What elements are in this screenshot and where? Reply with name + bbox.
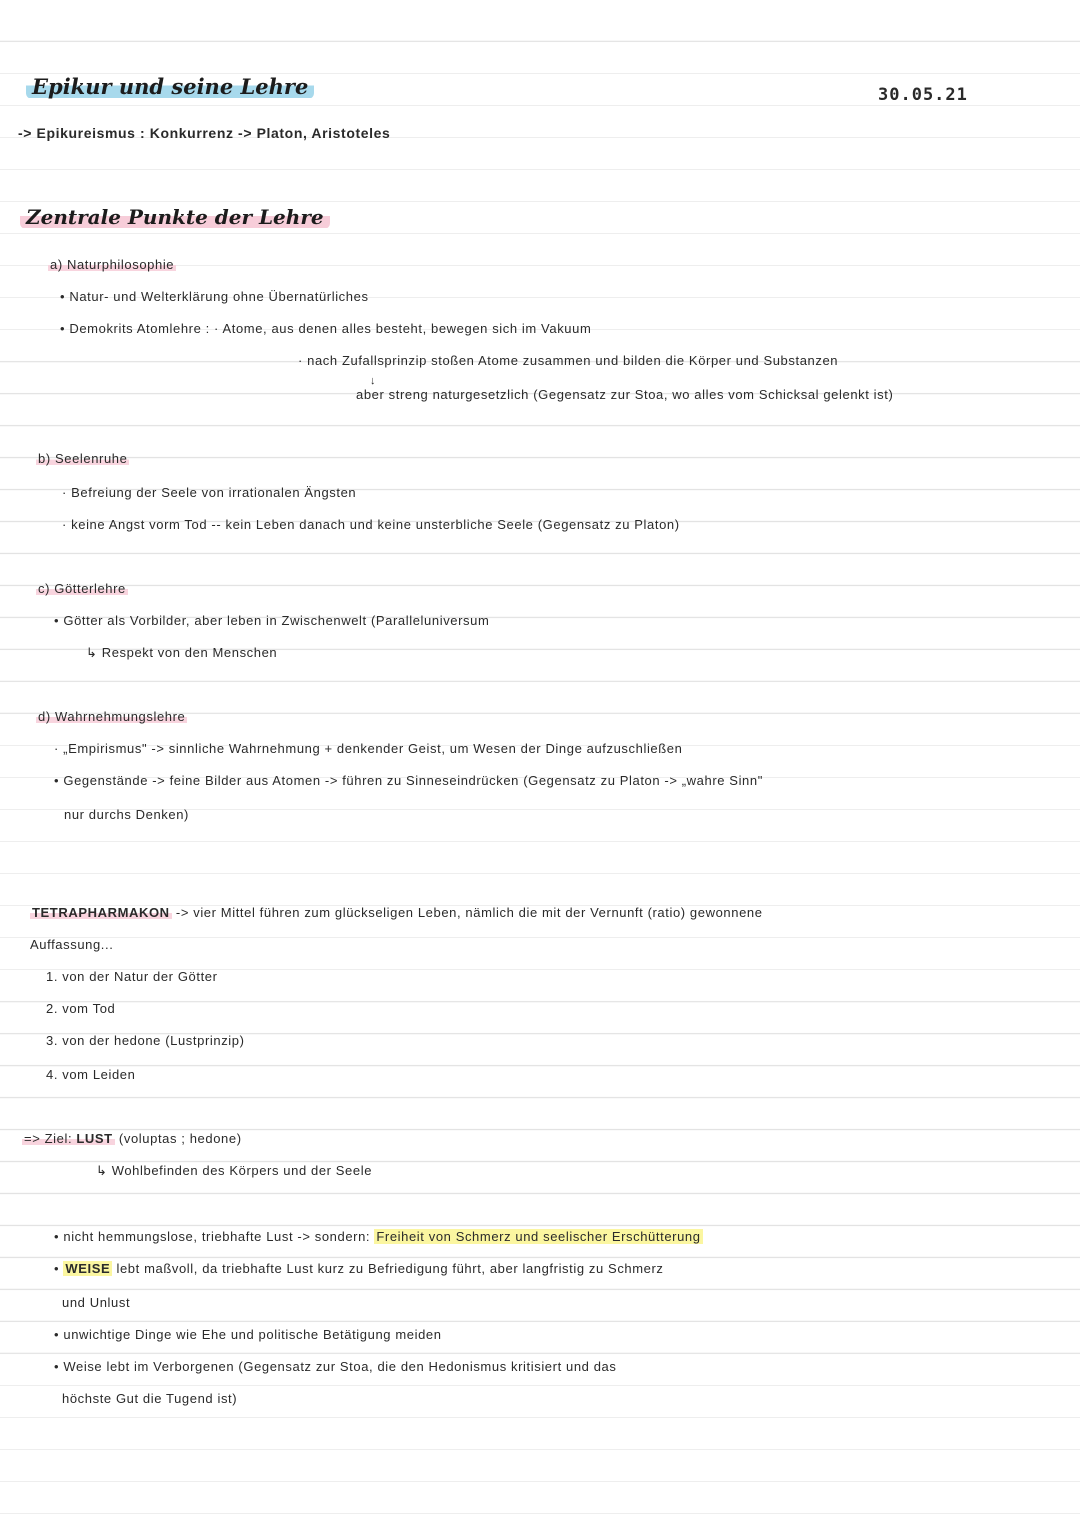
tetrapharmakon-cont: Auffassung... [30, 937, 114, 952]
list-item: 3. von der hedone (Lustprinzip) [46, 1033, 245, 1048]
list-item: · keine Angst vorm Tod -- kein Leben danach und keine unsterbliche Seele (Gegensatz zu Platon) [62, 517, 680, 532]
list-item: · „Empirismus" -> sinnliche Wahrnehmung + denkender Geist, um Wesen der Dinge aufzuschließen [54, 741, 683, 756]
list-item: aber streng naturgesetzlich (Gegensatz zur Stoa, wo alles vom Schicksal gelenkt ist) [356, 387, 894, 402]
list-item: • WEISE lebt maßvoll, da triebhafte Lust kurz zu Befriedigung führt, aber langfristig zu Schmerz [54, 1261, 664, 1276]
goal-sub: ↳ Wohlbefinden des Körpers und der Seele [96, 1163, 373, 1178]
heading-naturphilosophie: a) Naturphilosophie [50, 257, 175, 272]
list-item: und Unlust [62, 1295, 131, 1310]
list-item: 4. vom Leiden [46, 1067, 136, 1082]
date: 30.05.21 [878, 85, 968, 105]
heading-wahrnehmungslehre: d) Wahrnehmungslehre [38, 709, 186, 724]
arrow-down-icon: ↓ [370, 375, 377, 387]
list-item: 2. vom Tod [46, 1001, 116, 1016]
list-item: • Götter als Vorbilder, aber leben in Zwischenwelt (Paralleluniversum [54, 613, 490, 628]
list-item: · Befreiung der Seele von irrationalen Ängsten [62, 485, 357, 500]
list-item: • Demokrits Atomlehre : · Atome, aus denen alles besteht, bewegen sich im Vakuum [60, 321, 592, 336]
list-item: • unwichtige Dinge wie Ehe und politische Betätigung meiden [54, 1327, 442, 1342]
list-item: • Natur- und Welterklärung ohne Übernatürliches [60, 289, 369, 304]
goal-line: => Ziel: LUST (voluptas ; hedone) [24, 1131, 242, 1146]
section-title: Zentrale Punkte der Lehre [20, 208, 330, 226]
tetrapharmakon-line: TETRAPHARMAKON -> vier Mittel führen zum glückseligen Leben, nämlich die mit der Vernunft (ratio) gewonnene [32, 905, 763, 920]
list-item: • Gegenstände -> feine Bilder aus Atomen -> führen zu Sinneseindrücken (Gegensatz zu Platon -> „wahre Sinn" [54, 773, 763, 788]
list-item: nur durchs Denken) [64, 807, 189, 822]
list-item: • Weise lebt im Verborgenen (Gegensatz zur Stoa, die den Hedonismus kritisiert und das [54, 1359, 617, 1374]
page-title: Epikur und seine Lehre [26, 78, 314, 96]
list-item: · nach Zufallsprinzip stoßen Atome zusammen und bilden die Körper und Substanzen [298, 353, 839, 368]
list-item: ↳ Respekt von den Menschen [86, 645, 278, 660]
heading-goetterlehre: c) Götterlehre [38, 581, 126, 596]
subtitle: -> Epikureismus : Konkurrenz -> Platon, Aristoteles [18, 125, 391, 141]
list-item: höchste Gut die Tugend ist) [62, 1391, 238, 1406]
list-item: • nicht hemmungslose, triebhafte Lust -> sondern: Freiheit von Schmerz und seelischer Erschütterung [54, 1229, 701, 1244]
heading-seelenruhe: b) Seelenruhe [38, 451, 128, 466]
list-item: 1. von der Natur der Götter [46, 969, 218, 984]
